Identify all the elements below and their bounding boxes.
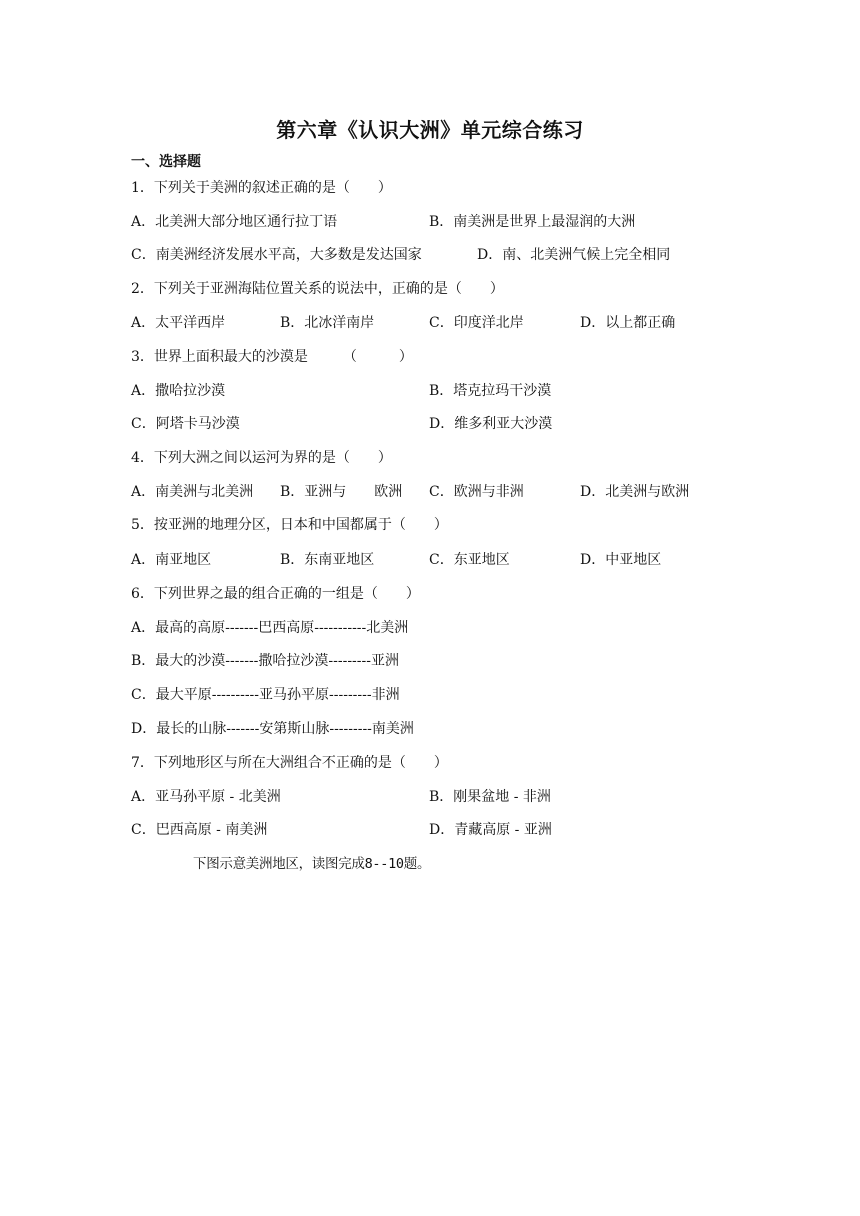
- question-3-option-c: C．阿塔卡马沙漠: [131, 416, 240, 432]
- question-2-option-a: A．太平洋西岸: [131, 315, 226, 331]
- question-2-option-b: B．北冰洋南岸: [280, 315, 375, 331]
- question-2-option-c: C．印度洋北岸: [429, 315, 524, 331]
- question-4-stem: 4．下列大洲之间以运河为界的是（ ）: [131, 450, 392, 466]
- question-4-option-a: A．南美洲与北美洲: [131, 484, 254, 500]
- question-5-option-c: C．东亚地区: [429, 552, 510, 568]
- question-7-stem: 7．下列地形区与所在大洲组合不正确的是（ ）: [131, 755, 448, 771]
- question-7-option-b: B．刚果盆地 - 非洲: [429, 789, 551, 805]
- question-2-option-d: D．以上都正确: [580, 315, 676, 331]
- question-4-option-d: D．北美洲与欧洲: [580, 484, 690, 500]
- question-3-option-a: A．撒哈拉沙漠: [131, 383, 226, 399]
- map-instruction-note: 下图示意美洲地区，读图完成8--10题。: [193, 856, 431, 872]
- question-4-option-c: C．欧洲与非洲: [429, 484, 524, 500]
- question-3-option-d: D．维多利亚大沙漠: [429, 416, 553, 432]
- question-4-option-b: B．亚洲与 欧洲: [280, 484, 403, 500]
- question-6-option-a: A．最高的高原-------巴西高原-----------北美洲: [131, 620, 409, 636]
- question-5-option-a: A．南亚地区: [131, 552, 212, 568]
- question-6-option-b: B．最大的沙漠-------撒哈拉沙漠---------亚洲: [131, 653, 399, 669]
- question-3-option-b: B．塔克拉玛干沙漠: [429, 383, 552, 399]
- question-2-stem: 2．下列关于亚洲海陆位置关系的说法中，正确的是（ ）: [131, 281, 504, 297]
- question-3-stem: 3．世界上面积最大的沙漠是 （ ）: [131, 349, 413, 365]
- question-5-stem: 5．按亚洲的地理分区，日本和中国都属于（ ）: [131, 517, 448, 533]
- question-7-option-d: D．青藏高原 - 亚洲: [429, 822, 552, 838]
- question-6-option-c: C．最大平原----------亚马孙平原---------非洲: [131, 687, 400, 703]
- question-1-stem: 1．下列关于美洲的叙述正确的是（ ）: [131, 180, 392, 196]
- question-7-option-c: C．巴西高原 - 南美洲: [131, 822, 268, 838]
- question-1-option-a: A．北美洲大部分地区通行拉丁语: [131, 214, 338, 230]
- page-title: 第六章《认识大洲》单元综合练习: [276, 118, 584, 142]
- question-1-option-c: C．南美洲经济发展水平高，大多数是发达国家: [131, 247, 422, 263]
- question-5-option-d: D．中亚地区: [580, 552, 662, 568]
- question-6-stem: 6．下列世界之最的组合正确的一组是（ ）: [131, 586, 420, 602]
- question-5-option-b: B．东南亚地区: [280, 552, 375, 568]
- question-1-option-d: D．南、北美洲气候上完全相同: [477, 247, 671, 263]
- question-1-option-b: B．南美洲是世界上最湿润的大洲: [429, 214, 636, 230]
- section-heading: 一、选择题: [131, 154, 201, 170]
- question-7-option-a: A．亚马孙平原 - 北美洲: [131, 789, 281, 805]
- question-6-option-d: D．最长的山脉-------安第斯山脉---------南美洲: [131, 721, 414, 737]
